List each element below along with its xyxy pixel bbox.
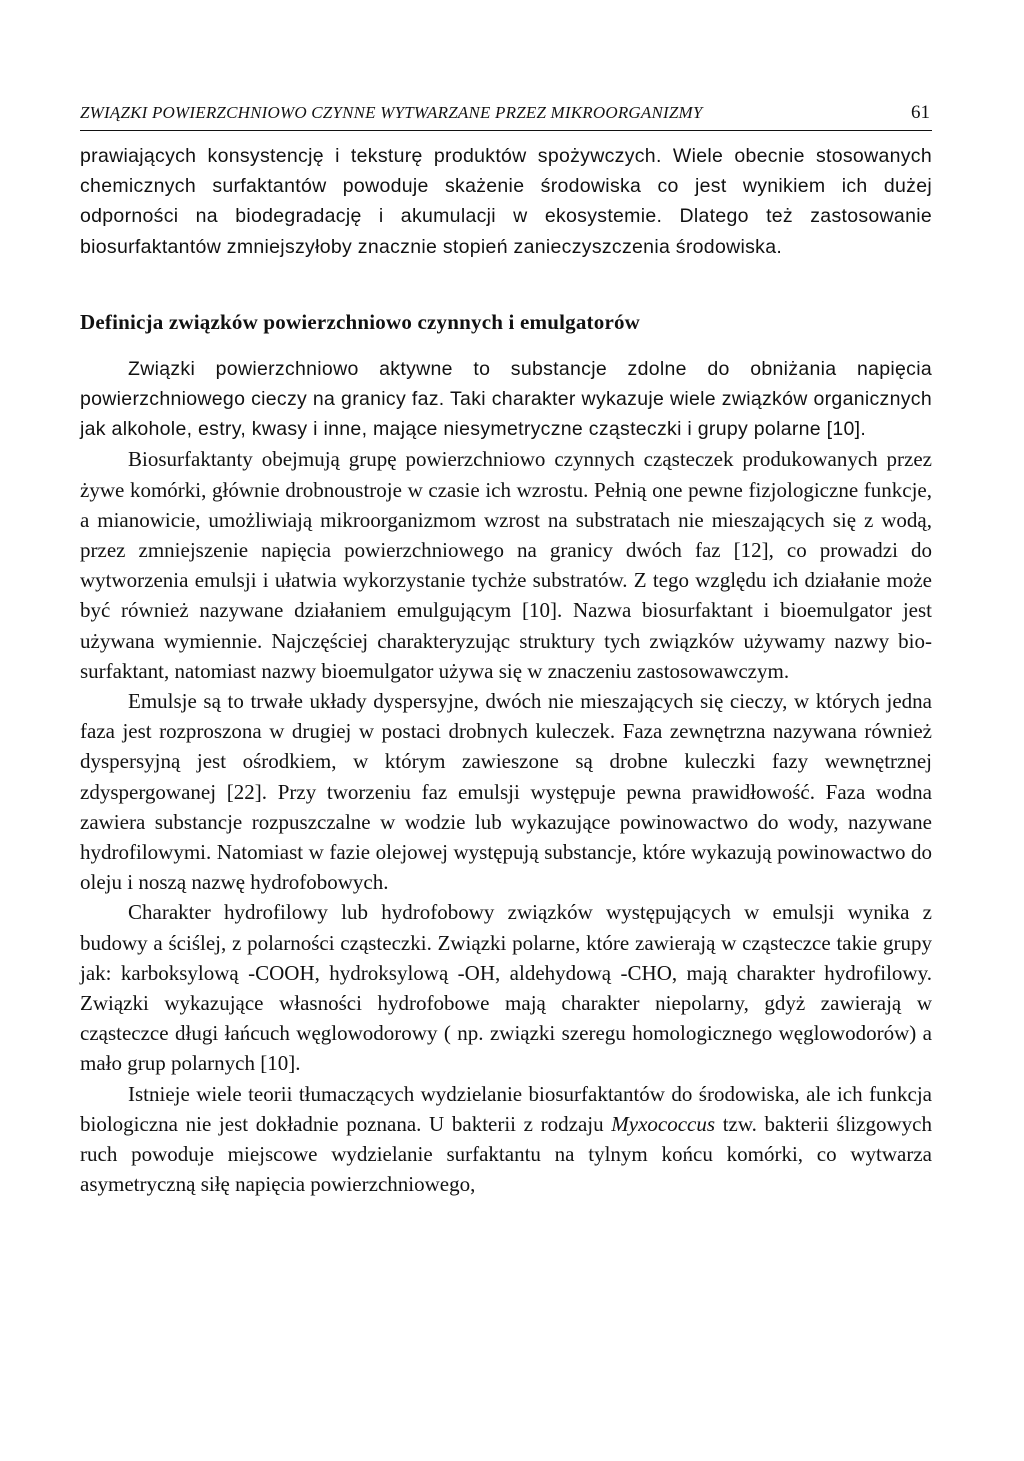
paragraph-hydrophilic: Charakter hydrofilowy lub hydrofobowy związków występujących w emulsji wynika z budowy a ściślej, z polarności cząsteczki. Związki polarne, które zawierają w cząsteczce takie grupy jak: karboksylową -COOH, hydroksylową -OH, aldehydową -CHO, mają charakter hydrofilowy. Związki wykazujące własności hydrofobowe mają charakter niepolarny, gdyż zawierają w cząsteczce długi łańcuch węglowodorowy ( np. związki szeregu homologicznego węglowodorów) a mało grup polarnych [10].: [80, 900, 932, 1076]
book-page: [80, 102, 932, 1200]
paragraph-emulsions: Emulsje są to trwałe układy dyspersyjne, dwóch nie mieszających się cieczy, w których jedna faza jest rozproszona w drugiej w postaci drobnych kuleczek. Faza zewnętrzna nazywana również dyspersyjną jest ośrodkiem, w którym zawieszone są drobne kuleczki fazy wewnętrznej zdyspergowanej [22]. Przy tworzeniu faz emulsji występuje pewna prawidłowość. Faza wodna zawiera substancje rozpuszczalne w wodzie lub wykazujące powinowactwo do wody, nazywane hydrofilowymi. Natomiast w fazie olejowej występują substancje, które wykazują powinowactwo do oleju i noszą nazwę hydrofobowych.: [80, 689, 932, 895]
paragraph-definition: Związki powierzchniowo aktywne to substancje zdolne do obniżania napięcia powierzchniowego cieczy na granicy faz. Taki charakter wykazuje wiele związków organicznych jak alkohole, estry, kwasy i inne, mające niesymetryczne cząsteczki i grupy polarne [10].: [80, 357, 932, 441]
paragraph-continued: prawiających konsystencję i teksturę produktów spożywczych. Wiele obecnie stosowanych chemicznych surfaktantów powoduje skażenie środowiska co jest wynikiem ich dużej odporności na biodegradację i akumulacji w ekosystemie. Dlatego też zastosowanie biosurfaktantów zmniejszyłoby znacznie stopień zanieczyszczenia środowiska.: [80, 145, 932, 258]
running-title: ZWIĄZKI POWIERZCHNIOWO CZYNNE WYTWARZANE PRZEZ MIKROORGANIZMY: [80, 103, 703, 122]
paragraph-biosurfactants: Biosurfaktanty obejmują grupę powierzchniowo czynnych cząsteczek produkowanych przez żywe komórki, głównie drobnoustroje w czasie ich wzrostu. Pełnią one pewne fizjologiczne funkcje, a mianowicie, umożliwiają mikroorganizmom wzrost na substratach nie mieszających się z wodą, przez zmniejszenie napięcia powierzchniowego na granicy dwóch faz [12], co prowadzi do wytworzenia emulsji i ułatwia wykorzystanie tychże substratów. Z tego względu ich działanie może być również nazywane działaniem emulgującym [10]. Nazwa biosurfaktant i bioemulgator jest używana wymiennie. Najczęściej charakteryzując struktury tych związków używamy nazwy biosurfaktant, natomiast nazwy bioemulgator używa się w znaczeniu zastosowawczym.: [80, 447, 932, 683]
paragraph-theories-text-start: Istnieje wiele teorii tłumaczących wydzielanie biosurfaktantów do środowiska, ale ich funkcja biologiczna nie jest dokładnie poznana. U bakterii z rodzaju: [80, 1081, 932, 1136]
running-header: [80, 102, 932, 131]
body-text: [80, 141, 932, 1200]
paragraph-theories-text-end: tzw. bakterii ślizgowych ruch powoduje miejscowe wydzielanie surfaktantu na tylnym końcu komórki, co wytwarza asymetryczną siłę napięcia powierzchniowego,: [80, 1111, 932, 1197]
genus-name-italic: Myxococcus: [611, 1111, 716, 1136]
section-heading: Definicja związków powierzchniowo czynnych i emulgatorów: [80, 309, 641, 334]
paragraph-theories: [80, 1079, 932, 1200]
page-number: 61: [911, 102, 930, 123]
